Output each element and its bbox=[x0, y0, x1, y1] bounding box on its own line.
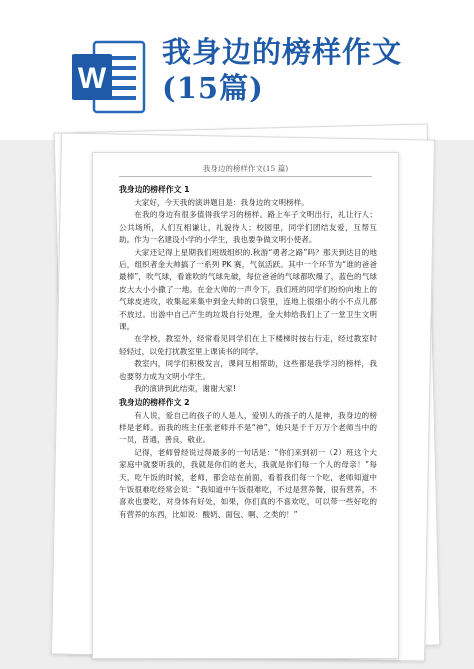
banner-title-line1: 我身边的榜样作文 bbox=[162, 35, 403, 69]
paragraph: 教室内，同学们积极发言，课间互相帮助，这些都是我学习的榜样，我也要努力成为文明小学生。 bbox=[119, 359, 377, 381]
document-page bbox=[92, 152, 399, 659]
paragraph: 我的演讲到此结束，谢谢大家! bbox=[134, 384, 236, 394]
banner bbox=[0, 0, 474, 140]
paragraph: 记得，老师曾经说过得最多的一句话是：“你们来到初一（2）班这个大家庭中就要听我的，我就是你们的老大，我就是你们每一个人的母亲！”每天，吃午饭的时候，老师，都会站在前面，看着我们每一个吃，老师知道中午饭很难吃经常会说：“我知道中午饭很难吃，不过是营养餐，很有营养，不喜欢也要吃，对身体有好处，如果，你们真的不喜欢吃，可以带一些好吃的有营养的东西，比如说：酸奶、面包、啊、之类的！” bbox=[119, 447, 377, 519]
document-body bbox=[119, 183, 377, 521]
banner-title bbox=[162, 34, 402, 106]
paragraph: 有人说，爱自己的孩子的人是人，爱别人的孩子的人是神，我身边的榜样是老师。而我的班主任张老师并不是“神”，她只是千千万万个老师当中的一员，普通，善良，敬业。 bbox=[119, 410, 377, 445]
word-icon-letter: W bbox=[77, 62, 107, 95]
section-heading: 我身边的榜样作文 1 bbox=[119, 185, 190, 194]
paragraph: 大家好，今天我的演讲题目是：我身边的文明榜样。 bbox=[134, 198, 309, 207]
paragraph: 在学校，教室外，经常看见同学们在上下楼梯时按右行走，经过教室时轻轻过，以免打扰教室里上课读书的同学。 bbox=[119, 334, 377, 356]
word-document-icon bbox=[70, 38, 148, 116]
header-divider bbox=[119, 176, 372, 177]
page-header: 我身边的榜样作文(15 篇) bbox=[202, 164, 289, 173]
paragraph: 大家还记得上星期我们班级组织的.秋游“勇者之路”吗？那天到达目的地后，组织者金大帅搞了一系列 PK 赛，气氛活跃。其中一个环节为“谁的爸爸最棒”，吹气球，看谁吹的气球先破，每位爸爸的气球都吹爆了，蓝色的气球皮大大小小撒了一地。在金大帅的一声令下，我们班的同学们纷纷向地上的气球皮进攻，收集起来集中到金大帅的口袋里，连地上很细小的小不点儿都不放过。出游中自己产生的垃圾自行处理，金大帅给我们上了一堂卫生文明课。 bbox=[119, 247, 377, 332]
banner-title-line2: (15篇) bbox=[162, 71, 264, 105]
paragraph: 在我的身边有很多值得我学习的榜样。路上车子文明出行，礼让行人；公共场所，人们互相谦让，礼貌待人；校园里，同学们团结友爱，互帮互助。作为一名建设小学的小学生，我也要争做文明小使者。 bbox=[119, 210, 377, 245]
section-heading: 我身边的榜样作文 2 bbox=[119, 397, 190, 407]
